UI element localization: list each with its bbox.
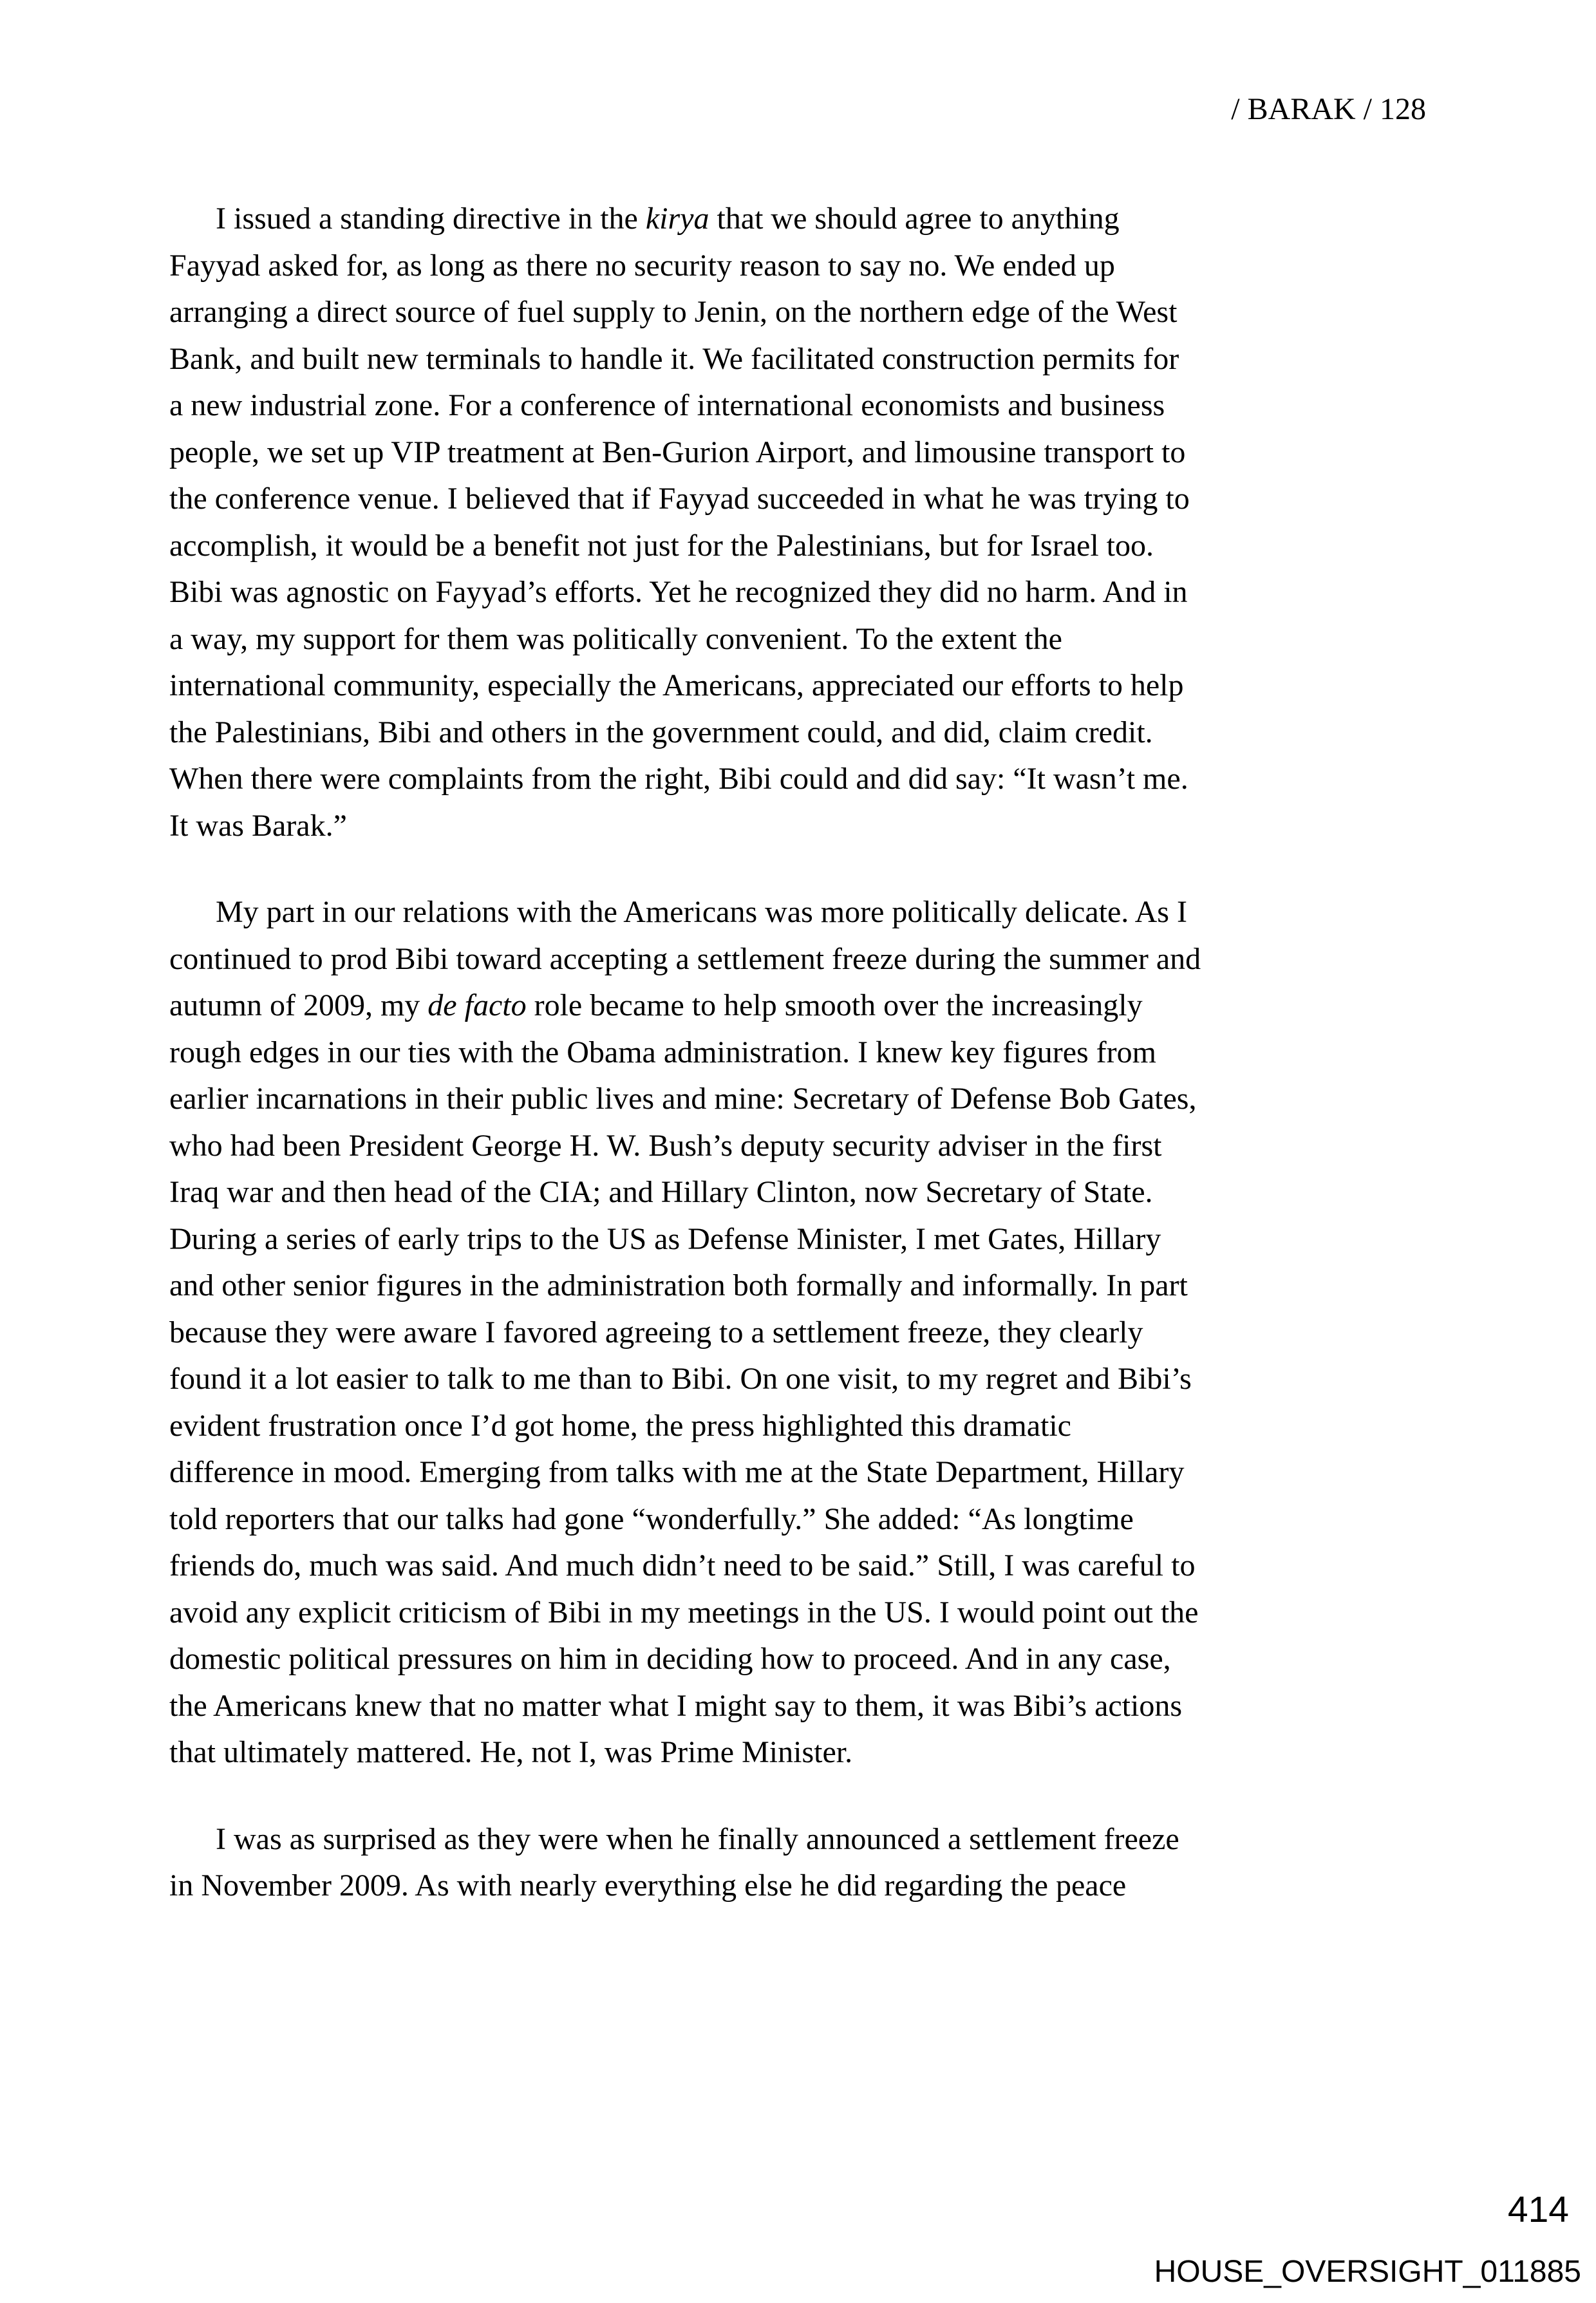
text-line: a way, my support for them was politically convenient. To the extent the <box>169 621 1062 656</box>
text-line: autumn of 2009, my de facto role became to help smooth over the increasingly <box>169 988 1143 1022</box>
text-line: Fayyad asked for, as long as there no security reason to say no. We ended up <box>169 248 1115 283</box>
bates-stamp: HOUSE_OVERSIGHT_011885 <box>1154 2255 1581 2289</box>
text-line: It was Barak.” <box>169 808 347 843</box>
text-line: told reporters that our talks had gone “wonderfully.” She added: “As longtime <box>169 1501 1134 1536</box>
text-line: accomplish, it would be a benefit not just for the Palestinians, but for Israel too. <box>169 528 1154 563</box>
text-line: in November 2009. As with nearly everything else he did regarding the peace <box>169 1868 1127 1903</box>
text-line: a new industrial zone. For a conference of international economists and business <box>169 388 1165 422</box>
text-line: difference in mood. Emerging from talks with me at the State Department, Hillary <box>169 1455 1185 1489</box>
text-line: who had been President George H. W. Bush’s deputy security adviser in the first <box>169 1128 1162 1163</box>
text-line: Iraq war and then head of the CIA; and Hillary Clinton, now Secretary of State. <box>169 1175 1153 1209</box>
text-line: and other senior figures in the administration both formally and informally. In part <box>169 1268 1188 1302</box>
text-line: that ultimately mattered. He, not I, was Prime Minister. <box>169 1735 853 1769</box>
text-line: Bank, and built new terminals to handle it. We facilitated construction permits for <box>169 341 1179 376</box>
text-line: During a series of early trips to the US as Defense Minister, I met Gates, Hillary <box>169 1221 1161 1256</box>
text-line: Bibi was agnostic on Fayyad’s efforts. Yet he recognized they did no harm. And in <box>169 575 1188 609</box>
paragraph <box>169 196 1425 849</box>
text-line: rough edges in our ties with the Obama administration. I knew key figures from <box>169 1035 1156 1069</box>
text-line: avoid any explicit criticism of Bibi in my meetings in the US. I would point out the <box>169 1595 1199 1630</box>
text-line: I was as surprised as they were when he finally announced a settlement freeze <box>216 1821 1179 1856</box>
paragraph <box>169 889 1425 1776</box>
text-line: people, we set up VIP treatment at Ben-Gurion Airport, and limousine transport to <box>169 435 1186 469</box>
text-line: When there were complaints from the right, Bibi could and did say: “It wasn’t me. <box>169 762 1188 796</box>
text-line: evident frustration once I’d got home, the press highlighted this dramatic <box>169 1408 1071 1443</box>
text-line: earlier incarnations in their public lives and mine: Secretary of Defense Bob Gates, <box>169 1082 1197 1116</box>
page-text <box>169 196 1425 1910</box>
text-line: international community, especially the Americans, appreciated our efforts to help <box>169 668 1184 702</box>
text-line: domestic political pressures on him in deciding how to proceed. And in any case, <box>169 1642 1171 1676</box>
text-line: arranging a direct source of fuel supply to Jenin, on the northern edge of the West <box>169 295 1178 329</box>
bates-page-number: 414 <box>1507 2189 1569 2230</box>
text-line: My part in our relations with the Americans was more politically delicate. As I <box>216 895 1187 929</box>
running-header: / BARAK / 128 <box>1231 92 1426 126</box>
text-line: the conference venue. I believed that if Fayyad succeeded in what he was trying to <box>169 482 1190 516</box>
text-line: because they were aware I favored agreeing to a settlement freeze, they clearly <box>169 1315 1143 1349</box>
paragraph <box>169 1816 1425 1910</box>
text-line: the Americans knew that no matter what I might say to them, it was Bibi’s actions <box>169 1688 1183 1723</box>
text-line: continued to prod Bibi toward accepting a settlement freeze during the summer and <box>169 941 1201 976</box>
text-line: found it a lot easier to talk to me than to Bibi. On one visit, to my regret and Bibi’s <box>169 1362 1192 1396</box>
text-line: the Palestinians, Bibi and others in the government could, and did, claim credit. <box>169 715 1153 749</box>
text-line: friends do, much was said. And much didn’t need to be said.” Still, I was careful to <box>169 1548 1196 1583</box>
text-line: I issued a standing directive in the kirya that we should agree to anything <box>216 202 1120 236</box>
